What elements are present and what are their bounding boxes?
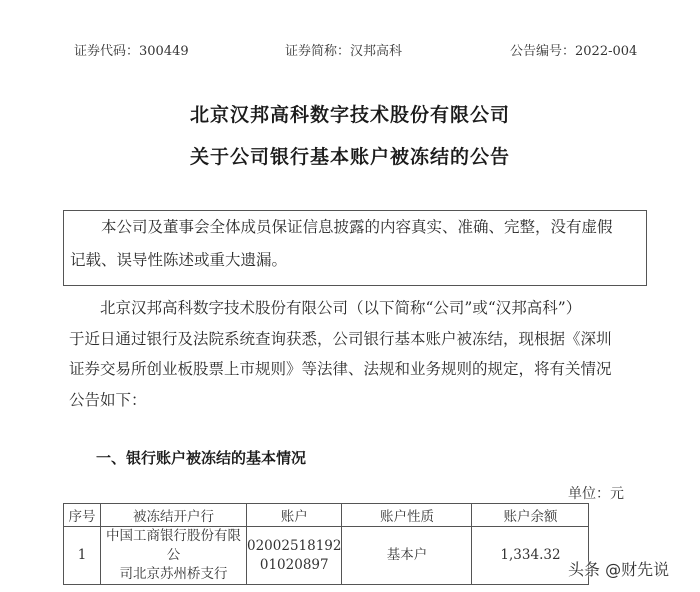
cell-bank-line-2: 司北京苏州桥支行 (119, 566, 228, 582)
header-bank: 被冻结开户行 (101, 504, 247, 527)
cell-index: 1 (64, 527, 101, 585)
body-line-2: 于近日通过银行及法院系统查询获悉，公司银行基本账户被冻结，现根据《深圳 (69, 329, 612, 348)
cell-account-line-1: 02002518192 (247, 537, 342, 554)
company-title: 北京汉邦高科数字技术股份有限公司 (189, 104, 510, 126)
cell-account-type: 基本户 (342, 527, 472, 585)
notice-title: 关于公司银行基本账户被冻结的公告 (189, 146, 510, 168)
stock-code: 证券代码：300449 (74, 44, 189, 59)
disclaimer-line-2: 记载、误导性陈述或重大遗漏。 (70, 251, 288, 269)
watermark: 头条 @财先说 (568, 560, 670, 579)
table-row (64, 527, 589, 585)
cell-account (247, 527, 342, 585)
table-header-row (64, 504, 589, 527)
header-balance: 账户余额 (472, 504, 589, 527)
frozen-accounts-table (63, 503, 589, 585)
body-line-3: 证券交易所创业板股票上市规则》等法律、法规和业务规则的规定，将有关情况 (69, 360, 612, 378)
body-line-4: 公告如下： (69, 390, 147, 409)
cell-bank-line-1: 中国工商银行股份有限公 (106, 528, 241, 563)
disclaimer-line-1: 本公司及董事会全体成员保证信息披露的内容真实、准确、完整，没有虚假 (101, 218, 613, 236)
cell-balance: 1,334.32 (472, 527, 589, 585)
disclaimer-box (63, 210, 647, 286)
header-account-type: 账户性质 (342, 504, 472, 527)
notice-number: 公告编号：2022-004 (510, 44, 638, 59)
body-paragraph (69, 293, 649, 415)
cell-account-line-2: 01020897 (259, 556, 329, 573)
header-index: 序号 (64, 504, 101, 527)
cell-bank (101, 527, 247, 585)
stock-short-name: 证券简称：汉邦高科 (285, 44, 403, 59)
header-account: 账户 (247, 504, 342, 527)
section-heading: 一、银行账户被冻结的基本情况 (96, 449, 307, 467)
unit-label: 单位：元 (568, 486, 624, 502)
body-line-1: 北京汉邦高科数字技术股份有限公司（以下简称“公司”或“汉邦高科”） (100, 299, 582, 317)
